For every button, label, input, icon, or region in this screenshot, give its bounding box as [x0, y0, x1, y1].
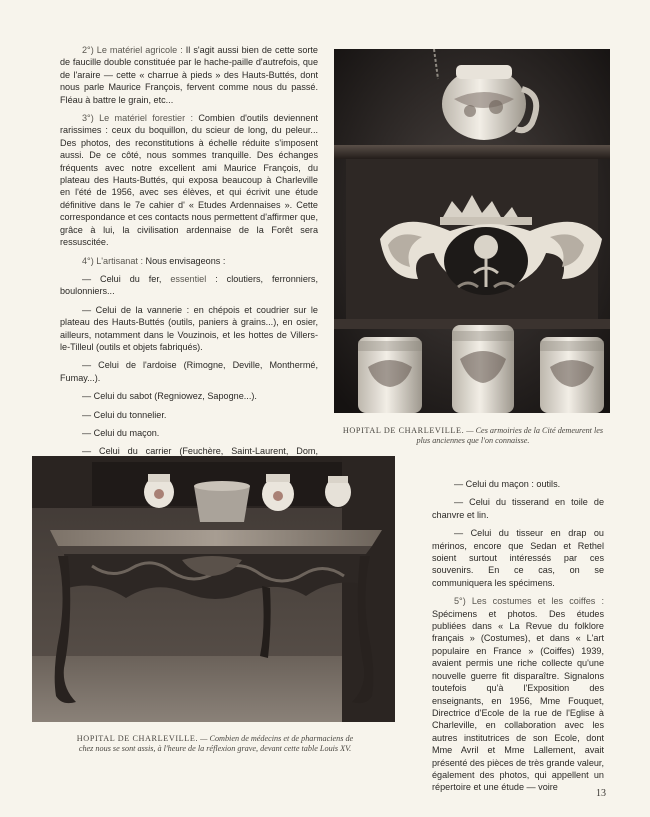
pitcher-middle	[262, 474, 294, 511]
list-item-macon-outils: — Celui du maçon : outils.	[454, 479, 561, 489]
paragraph-materiel-agricole: 2°) Le matériel agricole : Il s'agit aussi bien de cette sorte de faucille double constituée par le hache-paille d'autrefois, que de l'araire — cette « charrue à pieds » des Hauts-Buttés, dont nous parle Maurice François, fervent comme nous du passé. Fléau à battre le grain, etc...	[60, 45, 318, 105]
jar-right	[540, 337, 604, 413]
list-item-ardoise: — Celui de l'ardoise (Rimogne, Deville, Monthermé, Fumay...).	[60, 360, 318, 383]
jar-middle	[452, 325, 514, 413]
list-item-tonnelier: — Celui du tonnelier.	[82, 409, 167, 420]
label-costumes-coiffes: 5°) Les costumes et les coiffes :	[454, 596, 604, 607]
mortar	[194, 481, 250, 522]
photo-table-louis-xv	[32, 456, 395, 722]
list-item-tisserand: — Celui du tisserand en toile de chanvre et lin.	[432, 497, 604, 520]
jar-left	[358, 337, 422, 413]
paragraph-artisanat: 4°) L'artisanat : Nous envisageons :	[82, 255, 226, 266]
label-materiel-forestier: 3°) Le matériel forestier :	[82, 113, 193, 124]
list-item-fer: — Celui du fer, essentiel : cloutiers, ferronniers, boulonniers...	[60, 273, 318, 297]
photo-armoiries	[334, 49, 610, 413]
photo-table-image	[32, 456, 395, 722]
caption-table-text: — Combien de médecins et de pharmaciens de chez nous se sont assis, à l'heure de la réflexion grave, devant cette table Louis XV.	[78, 734, 354, 754]
list-item-vannerie: — Celui de la vannerie : en chépois et coudrier sur le plateau des Hauts-Buttés (outils, paniers à grains...), en osier, ailleurs, notamment dans le Vouzinois, et les hottes de Villers-le-Tilleul (outils et objets fabriqués).	[60, 304, 318, 352]
list-item-tisseur: — Celui du tisseur en drap ou mérinos, encore que Sedan et Rethel soient surtout intéressés par ces souvenirs. En ce cas, on se communiquera les spécimens.	[432, 528, 604, 588]
caption-armoiries-place: HOPITAL DE CHARLEVILLE.	[342, 426, 465, 435]
caption-armoiries	[338, 426, 608, 447]
paragraph-materiel-forestier: 3°) Le matériel forestier : Combien d'outils deviennent rarissimes : ceux du boquillon, du scieur de long, du peleur... Des photos, des reconstitutions à échelle réduite s'imposent aussi. De ce côté, nous sommes tranquille. Des échanges fréquents avec notre excellent ami Maurice François, du plateau des Hauts-Buttés, qui exposa beaucoup à Charleville en l'été de 1956, avec ses élèves, et qui écrivit une étude définitive dans le 7e cahier d' « Etudes Ardennaises ». Cette correspondance et ces contacts nous permettent d'affirmer que, grâce à lui, la civilisation ardennaise de la Forêt sera ressuscitée.	[60, 113, 318, 248]
pitcher-left	[144, 474, 174, 508]
paragraph-costumes-coiffes: 5°) Les costumes et les coiffes : Spécimens et photos. Des études publiées dans « La Revue du folklore français » (Costumes), et dans « L'art populaire en France » (Coiffes) 1939, avaient permis une riche collecte qu'une nouvelle guerre fit disparaître. Signalons toutefois qu'à l'Exposition des enseignants, en 1956, Mme Fouquet, Directrice d'Ecole de la rue de l'Eglise à Charleville, en collaboration avec les autres institutrices de son Ecole, dont Mme Avril et Mme Lallement, avait présenté des pièces de très grande valeur, également des photos, qui appellent un répertoire et une étude — voire	[432, 596, 604, 793]
label-materiel-agricole: 2°) Le matériel agricole :	[82, 45, 183, 55]
caption-table-louis-xv	[70, 734, 360, 755]
right-text-column	[432, 478, 604, 800]
list-item-macon: — Celui du maçon.	[82, 427, 160, 438]
list-item-sabot: — Celui du sabot (Regniowez, Sapogne...).	[82, 391, 257, 402]
page-number: 13	[596, 788, 606, 799]
left-text-column	[60, 44, 318, 495]
caption-armoiries-text: — Ces armoiries de la Cité demeurent les plus anciennes que l'on connaisse.	[416, 426, 604, 446]
caption-table-place: HOPITAL DE CHARLEVILLE.	[76, 734, 199, 743]
list-item-carrier: — Celui du carrier (Feuchère, Saint-Laurent, Dom,	[82, 446, 318, 457]
label-artisanat: 4°) L'artisanat :	[82, 255, 143, 266]
pitcher-right	[325, 476, 351, 507]
photo-armoiries-image	[334, 49, 610, 413]
